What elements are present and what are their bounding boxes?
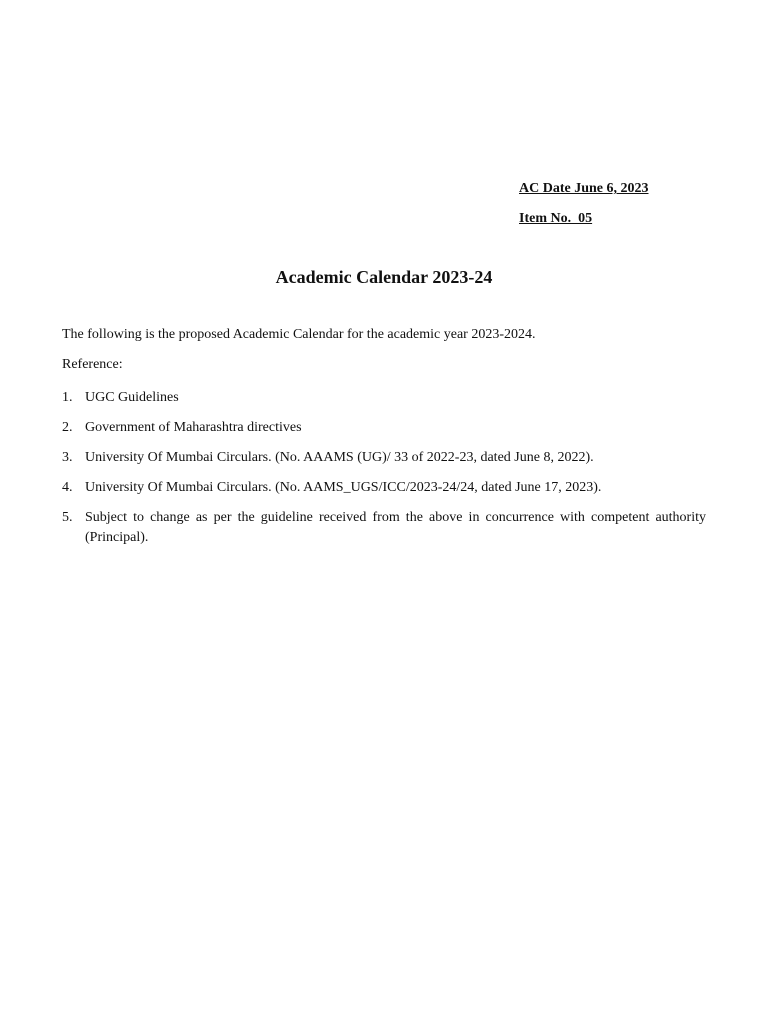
item-number: Item No. 05 — [519, 211, 593, 226]
reference-label: Reference: — [62, 357, 123, 372]
reference-number: 5. — [62, 510, 73, 525]
reference-text: Government of Maharashtra directives — [85, 420, 302, 435]
reference-item — [62, 418, 706, 438]
reference-text: University Of Mumbai Circulars. (No. AAMS_UGS/ICC/2023-24/24, dated June 17, 2023). — [85, 480, 602, 495]
reference-number: 1. — [62, 390, 73, 405]
reference-item — [62, 478, 706, 498]
reference-item — [62, 448, 706, 468]
reference-text: University Of Mumbai Circulars. (No. AAAMS (UG)/ 33 of 2022-23, dated June 8, 2022). — [85, 450, 594, 465]
reference-number: 3. — [62, 450, 73, 465]
reference-item — [62, 508, 706, 548]
reference-number: 4. — [62, 480, 73, 495]
intro-paragraph: The following is the proposed Academic Calendar for the academic year 2023-2024. — [62, 327, 536, 342]
reference-item — [62, 388, 706, 408]
reference-text: Subject to change as per the guideline received from the above in concurrence with competent authority (Principal). — [85, 510, 706, 545]
ac-date: AC Date June 6, 2023 — [519, 181, 649, 196]
document-title: Academic Calendar 2023-24 — [275, 267, 493, 287]
reference-number: 2. — [62, 420, 73, 435]
reference-list — [62, 388, 706, 558]
reference-text: UGC Guidelines — [85, 390, 179, 405]
